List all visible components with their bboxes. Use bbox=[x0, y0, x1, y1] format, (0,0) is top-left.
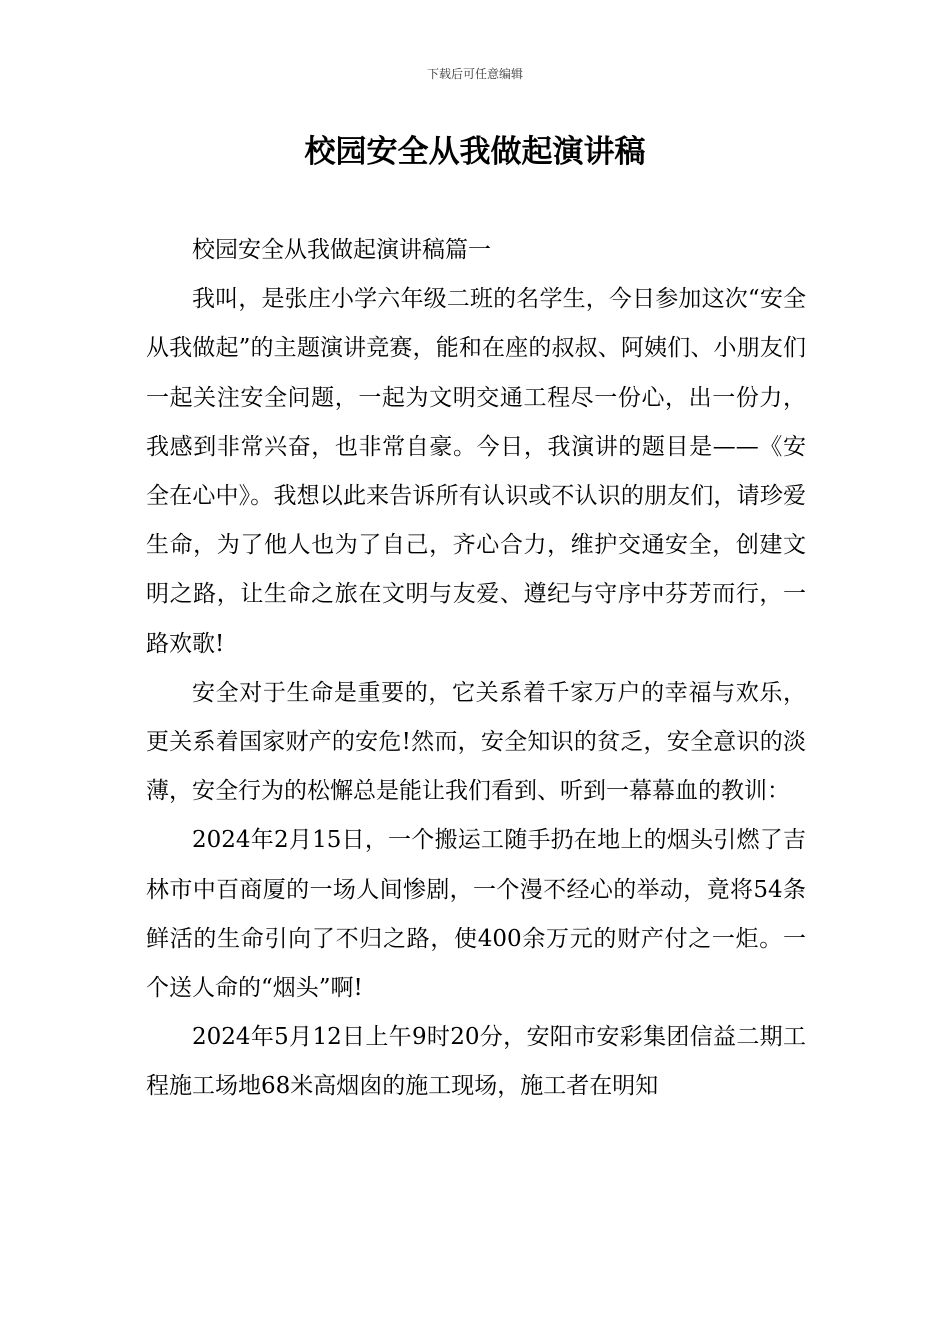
header-note: 下载后可任意编辑 bbox=[426, 67, 523, 81]
paragraph-jilin-fire: 2024年2月15日，一个搬运工随手扔在地上的烟头引燃了吉林市中百商厦的一场人间惨剧，一个漫不经心的举动，竟将54条鲜活的生命引向了不归之路，使400余万元的财产付之一炬。一个送人命的“烟头”啊! bbox=[146, 827, 806, 1002]
paragraph-intro: 我叫，是张庄小学六年级二班的名学生，今日参加这次“安全从我做起”的主题演讲竞赛，能和在座的叔叔、阿姨们、小朋友们一起关注安全问题，一起为文明交通工程尽一份心，出一份力，我感到非常兴奋，也非常自豪。今日，我演讲的题目是——《安全在心中》。我想以此来告诉所有认识或不认识的朋友们，请珍爱生命，为了他人也为了自己，齐心合力，维护交通安全，创建文明之路，让生命之旅在文明与友爱、遵纪与守序中芬芳而行，一路欢歌! bbox=[146, 286, 806, 657]
document-title: 校园安全从我做起演讲稿 bbox=[304, 134, 646, 170]
paragraph-anyang-accident: 2024年5月12日上午9时20分，安阳市安彩集团信益二期工程施工场地68米高烟囱的施工现场，施工者在明知 bbox=[146, 1024, 806, 1100]
section-heading: 校园安全从我做起演讲稿篇一 bbox=[192, 237, 491, 263]
document-body bbox=[146, 226, 806, 1112]
paragraph-safety-importance: 安全对于生命是重要的，它关系着千家万户的幸福与欢乐，更关系着国家财产的安危!然而，安全知识的贫乏，安全意识的淡薄，安全行为的松懈总是能让我们看到、听到一幕幕血的教训： bbox=[146, 679, 806, 805]
